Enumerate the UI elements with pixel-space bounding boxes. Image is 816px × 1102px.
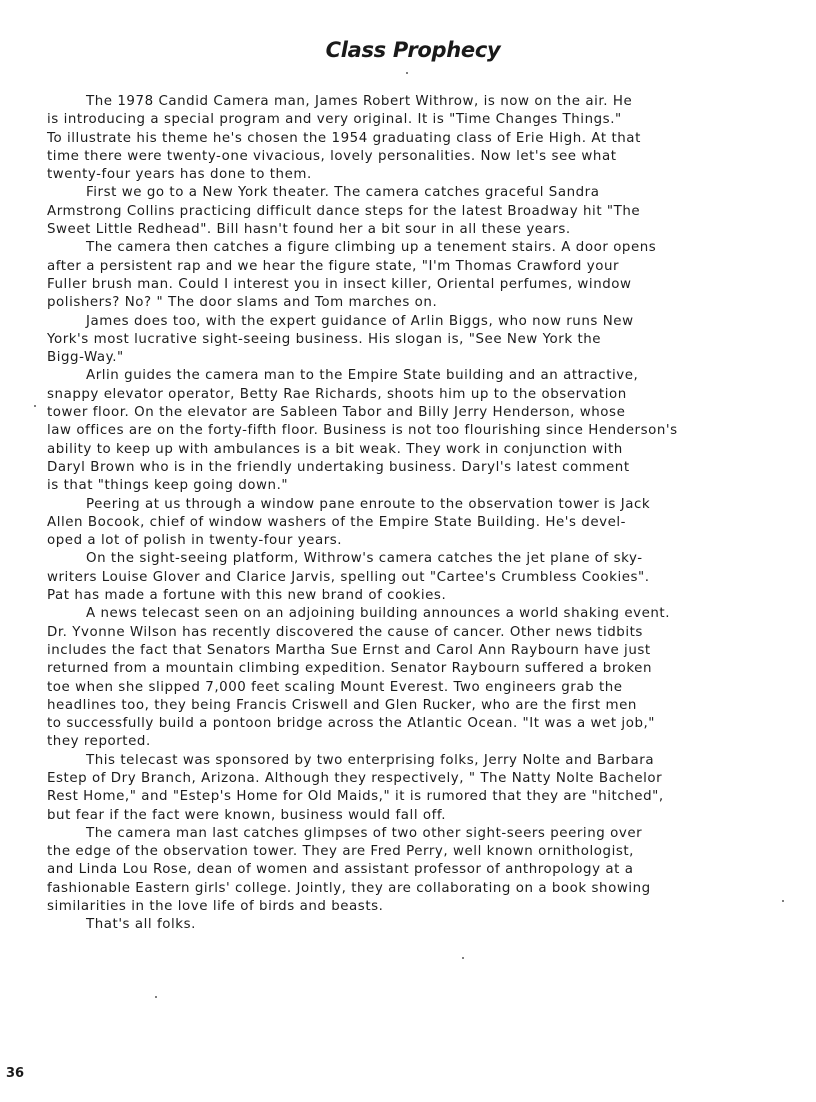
text-line: Peering at us through a window pane enroute to the observation tower is Jack (86, 496, 651, 512)
text-line: returned from a mountain climbing expedition. Senator Raybourn suffered a broken (47, 661, 652, 677)
text-line: the edge of the observation tower. They are Fred Perry, well known ornithologist, (47, 844, 634, 860)
text-line: Sweet Little Redhead". Bill hasn't found her a bit sour in all these years. (47, 222, 571, 238)
text-line: Dr. Yvonne Wilson has recently discovered the cause of cancer. Other news tidbits (47, 624, 643, 640)
page-title: Class Prophecy (325, 38, 501, 62)
text-line: twenty-four years has done to them. (47, 167, 312, 183)
text-line: snappy elevator operator, Betty Rae Richards, shoots him up to the observation (47, 386, 627, 402)
text-line: similarities in the love life of birds and beasts. (47, 899, 384, 915)
print-speck (462, 957, 464, 959)
text-line: but fear if the fact were known, business would fall off. (47, 807, 447, 823)
text-line: Armstrong Collins practicing difficult dance steps for the latest Broadway hit "The (47, 203, 641, 219)
text-line: polishers? No? " The door slams and Tom marches on. (47, 295, 438, 311)
text-line: The camera man last catches glimpses of two other sight-seers peering over (86, 825, 643, 841)
print-speck (155, 996, 157, 998)
text-line: headlines too, they being Francis Criswell and Glen Rucker, who are the first men (47, 697, 637, 713)
text-line: Estep of Dry Branch, Arizona. Although they respectively, " The Natty Nolte Bachelor (47, 770, 663, 786)
text-line: to successfully build a pontoon bridge across the Atlantic Ocean. "It was a wet job," (47, 716, 656, 732)
text-line: law offices are on the forty-fifth floor. Business is not too flourishing since Henderson's (47, 423, 678, 439)
text-line: is that "things keep going down." (47, 478, 289, 494)
text-line: tower floor. On the elevator are Sableen Tabor and Billy Jerry Henderson, whose (47, 405, 626, 421)
text-line: Arlin guides the camera man to the Empire State building and an attractive, (86, 368, 639, 384)
text-line: To illustrate his theme he's chosen the 1954 graduating class of Erie High. At that (47, 130, 641, 146)
text-line: is introducing a special program and very original. It is "Time Changes Things." (47, 112, 622, 128)
text-line: Rest Home," and "Estep's Home for Old Maids," it is rumored that they are "hitched", (47, 789, 664, 805)
text-line: The camera then catches a figure climbing up a tenement stairs. A door opens (86, 240, 657, 256)
page-number: 36 (6, 1066, 25, 1081)
text-line: Bigg-Way." (47, 350, 124, 366)
body-text (47, 93, 816, 935)
text-line: This telecast was sponsored by two enterprising folks, Jerry Nolte and Barbara (86, 752, 655, 768)
text-line: they reported. (47, 734, 151, 750)
text-line: toe when she slipped 7,000 feet scaling Mount Everest. Two engineers grab the (47, 679, 623, 695)
text-line: That's all folks. (86, 917, 196, 933)
text-line: On the sight-seeing platform, Withrow's camera catches the jet plane of sky- (86, 551, 643, 567)
print-speck (406, 72, 408, 74)
text-line: Pat has made a fortune with this new brand of cookies. (47, 588, 447, 604)
text-line: James does too, with the expert guidance of Arlin Biggs, who now runs New (86, 313, 634, 329)
text-line: fashionable Eastern girls' college. Jointly, they are collaborating on a book showing (47, 880, 651, 896)
text-line: after a persistent rap and we hear the figure state, "I'm Thomas Crawford your (47, 258, 620, 274)
text-line: First we go to a New York theater. The camera catches graceful Sandra (86, 185, 600, 201)
print-speck (34, 405, 36, 407)
text-line: writers Louise Glover and Clarice Jarvis, spelling out "Cartee's Crumbless Cookies". (47, 569, 650, 585)
text-line: time there were twenty-one vivacious, lovely personalities. Now let's see what (47, 148, 617, 164)
text-line: oped a lot of polish in twenty-four years. (47, 533, 343, 549)
text-line: Allen Bocook, chief of window washers of the Empire State Building. He's devel- (47, 514, 627, 530)
text-line: ability to keep up with ambulances is a bit weak. They work in conjunction with (47, 441, 623, 457)
text-line: A news telecast seen on an adjoining building announces a world shaking event. (86, 606, 671, 622)
text-line: includes the fact that Senators Martha Sue Ernst and Carol Ann Raybourn have just (47, 642, 651, 658)
text-line: Fuller brush man. Could I interest you in insect killer, Oriental perfumes, window (47, 276, 632, 292)
text-line: Daryl Brown who is in the friendly undertaking business. Daryl's latest comment (47, 459, 630, 475)
text-line: York's most lucrative sight-seeing business. His slogan is, "See New York the (47, 331, 602, 347)
text-line: The 1978 Candid Camera man, James Robert Withrow, is now on the air. He (86, 94, 633, 109)
print-speck (782, 900, 784, 902)
text-line: and Linda Lou Rose, dean of women and assistant professor of anthropology at a (47, 862, 634, 878)
